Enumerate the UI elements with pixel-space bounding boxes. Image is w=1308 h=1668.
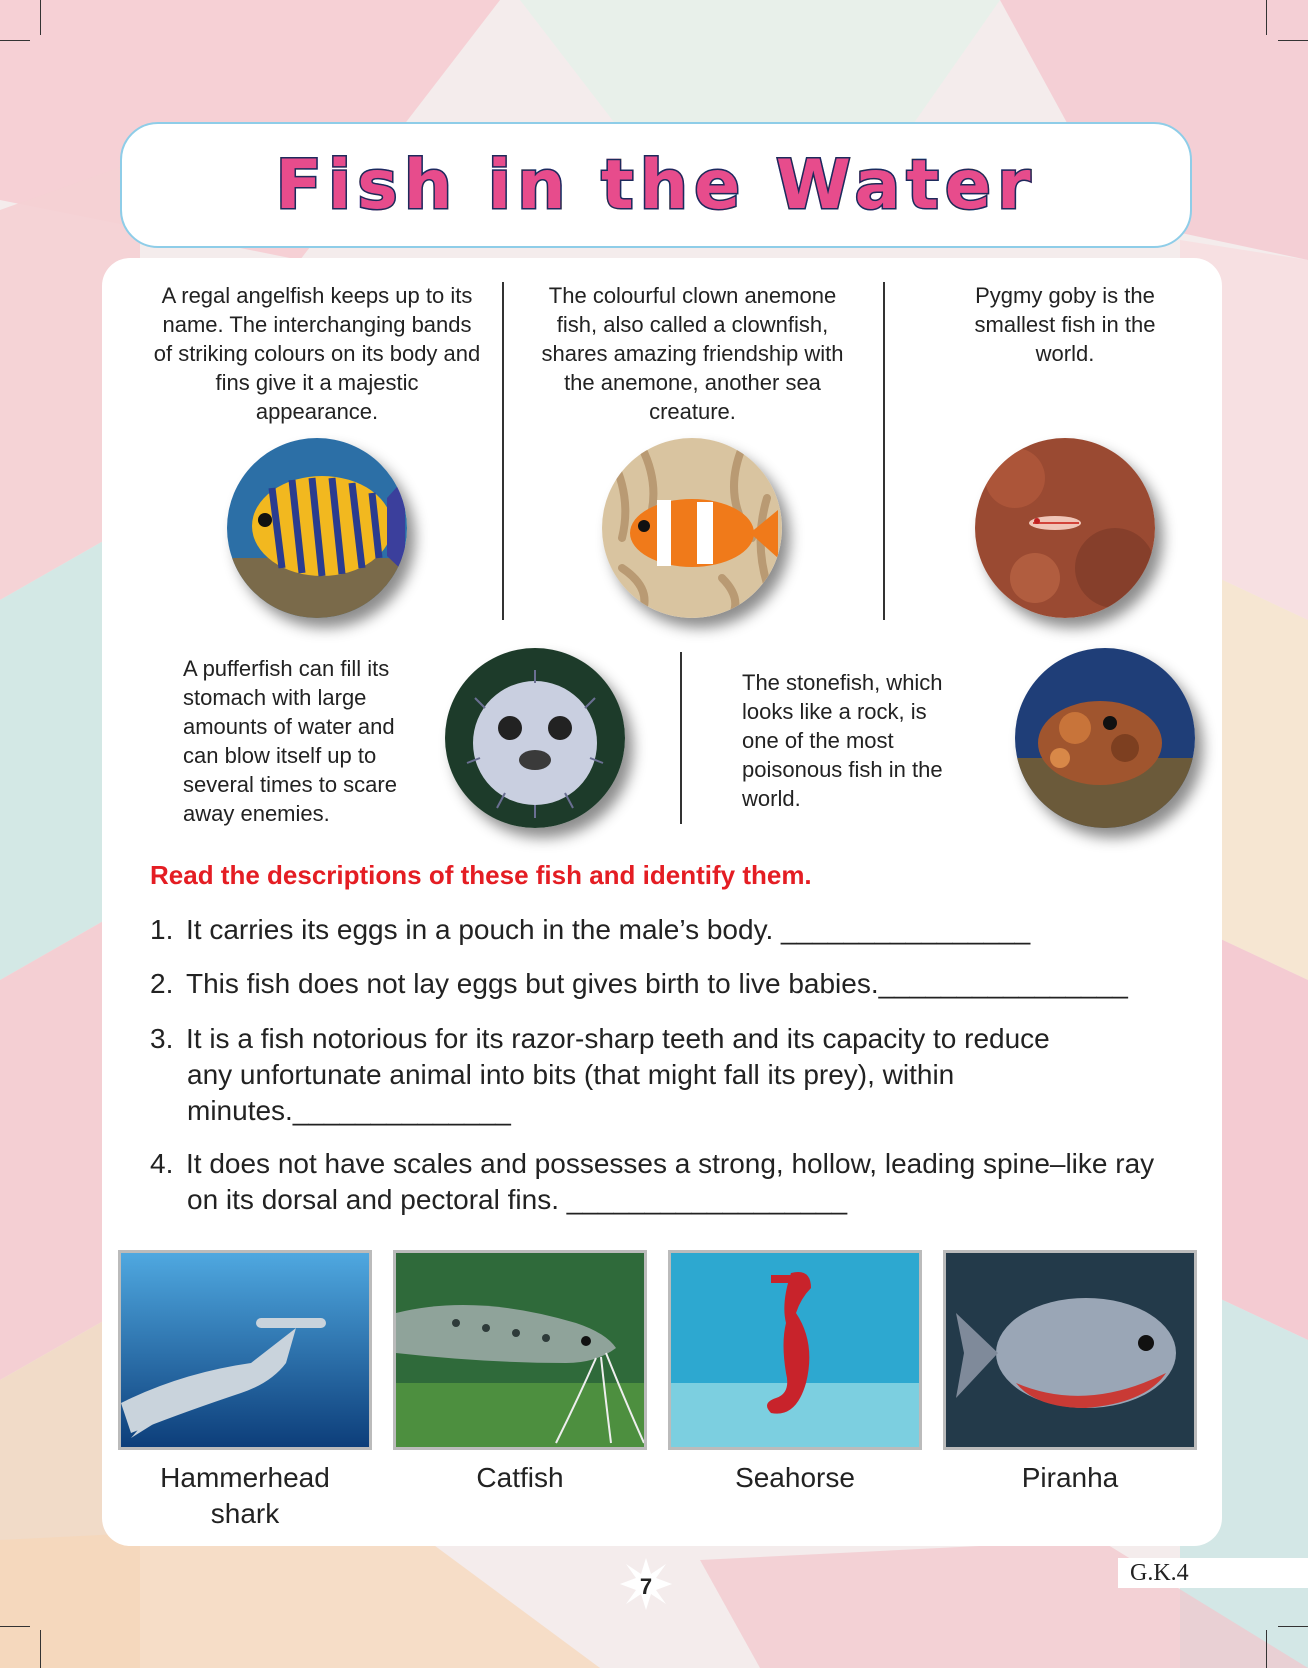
question-4 — [150, 1146, 1154, 1218]
photo-caption — [668, 1460, 922, 1496]
crop-mark — [0, 40, 30, 41]
page-number: 7 — [639, 1574, 653, 1599]
column-divider — [502, 282, 504, 620]
question-number: 1. — [150, 914, 174, 945]
photo-caption — [943, 1460, 1197, 1496]
question-2 — [150, 966, 1128, 1002]
question-number: 2. — [150, 968, 174, 999]
crop-mark — [40, 1630, 41, 1668]
seahorse-photo — [668, 1250, 922, 1450]
question-text: This fish does not lay eggs but gives birth to live babies.________________ — [186, 968, 1128, 999]
angelfish-description: A regal angelfish keeps up to its name. The interchanging bands of striking colours on its body and fins give it a majestic appearance. — [153, 283, 481, 424]
question-text-continued: any unfortunate animal into bits (that might fall its prey), within — [187, 1059, 955, 1090]
question-text: It is a fish notorious for its razor-sharp teeth and its capacity to reduce — [186, 1023, 1050, 1054]
crop-mark — [0, 1626, 30, 1627]
hammerhead-shark-photo — [118, 1250, 372, 1450]
crop-mark — [1266, 0, 1267, 35]
pufferfish-photo — [445, 648, 625, 828]
question-text: It does not have scales and possesses a strong, hollow, leading spine–like ray — [186, 1148, 1155, 1179]
question-1 — [150, 912, 1030, 948]
caption-line: shark — [210, 1498, 280, 1529]
clownfish-description: The colourful clown anemone fish, also called a clownfish, shares amazing friendship with the anemone, another sea creature. — [541, 283, 844, 424]
crop-mark — [1278, 40, 1308, 41]
question-number: 3. — [150, 1023, 174, 1054]
question-text-continued: on its dorsal and pectoral fins. __________________ — [187, 1184, 848, 1215]
caption-line: Piranha — [1021, 1462, 1119, 1493]
book-code: G.K.4 — [1118, 1558, 1308, 1588]
caption-line: Seahorse — [735, 1462, 855, 1493]
question-text: It carries its eggs in a pouch in the male’s body. ________________ — [186, 914, 1031, 945]
crop-mark — [1266, 1630, 1267, 1668]
caption-line: Hammerhead — [160, 1462, 330, 1493]
page-title: Fish in the Water — [275, 145, 1037, 225]
regal-angelfish-photo — [227, 438, 407, 618]
caption-line: Catfish — [476, 1462, 564, 1493]
question-text-continued: minutes.______________ — [187, 1095, 511, 1126]
pygmy-goby-photo — [975, 438, 1155, 618]
piranha-photo — [943, 1250, 1197, 1450]
photo-caption — [393, 1460, 647, 1496]
crop-mark — [1278, 1626, 1308, 1627]
instruction-heading: Read the descriptions of these fish and identify them. — [150, 860, 812, 890]
catfish-photo — [393, 1250, 647, 1450]
question-number: 4. — [150, 1148, 174, 1179]
pufferfish-description: A pufferfish can fill its stomach with large amounts of water and can blow itself up to several times to scare away enemies. — [183, 656, 397, 826]
column-divider — [680, 652, 682, 824]
clownfish-photo — [602, 438, 782, 618]
crop-mark — [40, 0, 41, 35]
title-banner — [120, 122, 1192, 248]
photo-caption — [118, 1460, 372, 1532]
question-3 — [150, 1021, 1050, 1129]
stonefish-description: The stonefish, which looks like a rock, is one of the most poisonous fish in the world. — [742, 670, 943, 811]
column-divider — [883, 282, 885, 620]
pygmy-goby-description: Pygmy goby is the smallest fish in the world. — [974, 283, 1156, 366]
stonefish-photo — [1015, 648, 1195, 828]
